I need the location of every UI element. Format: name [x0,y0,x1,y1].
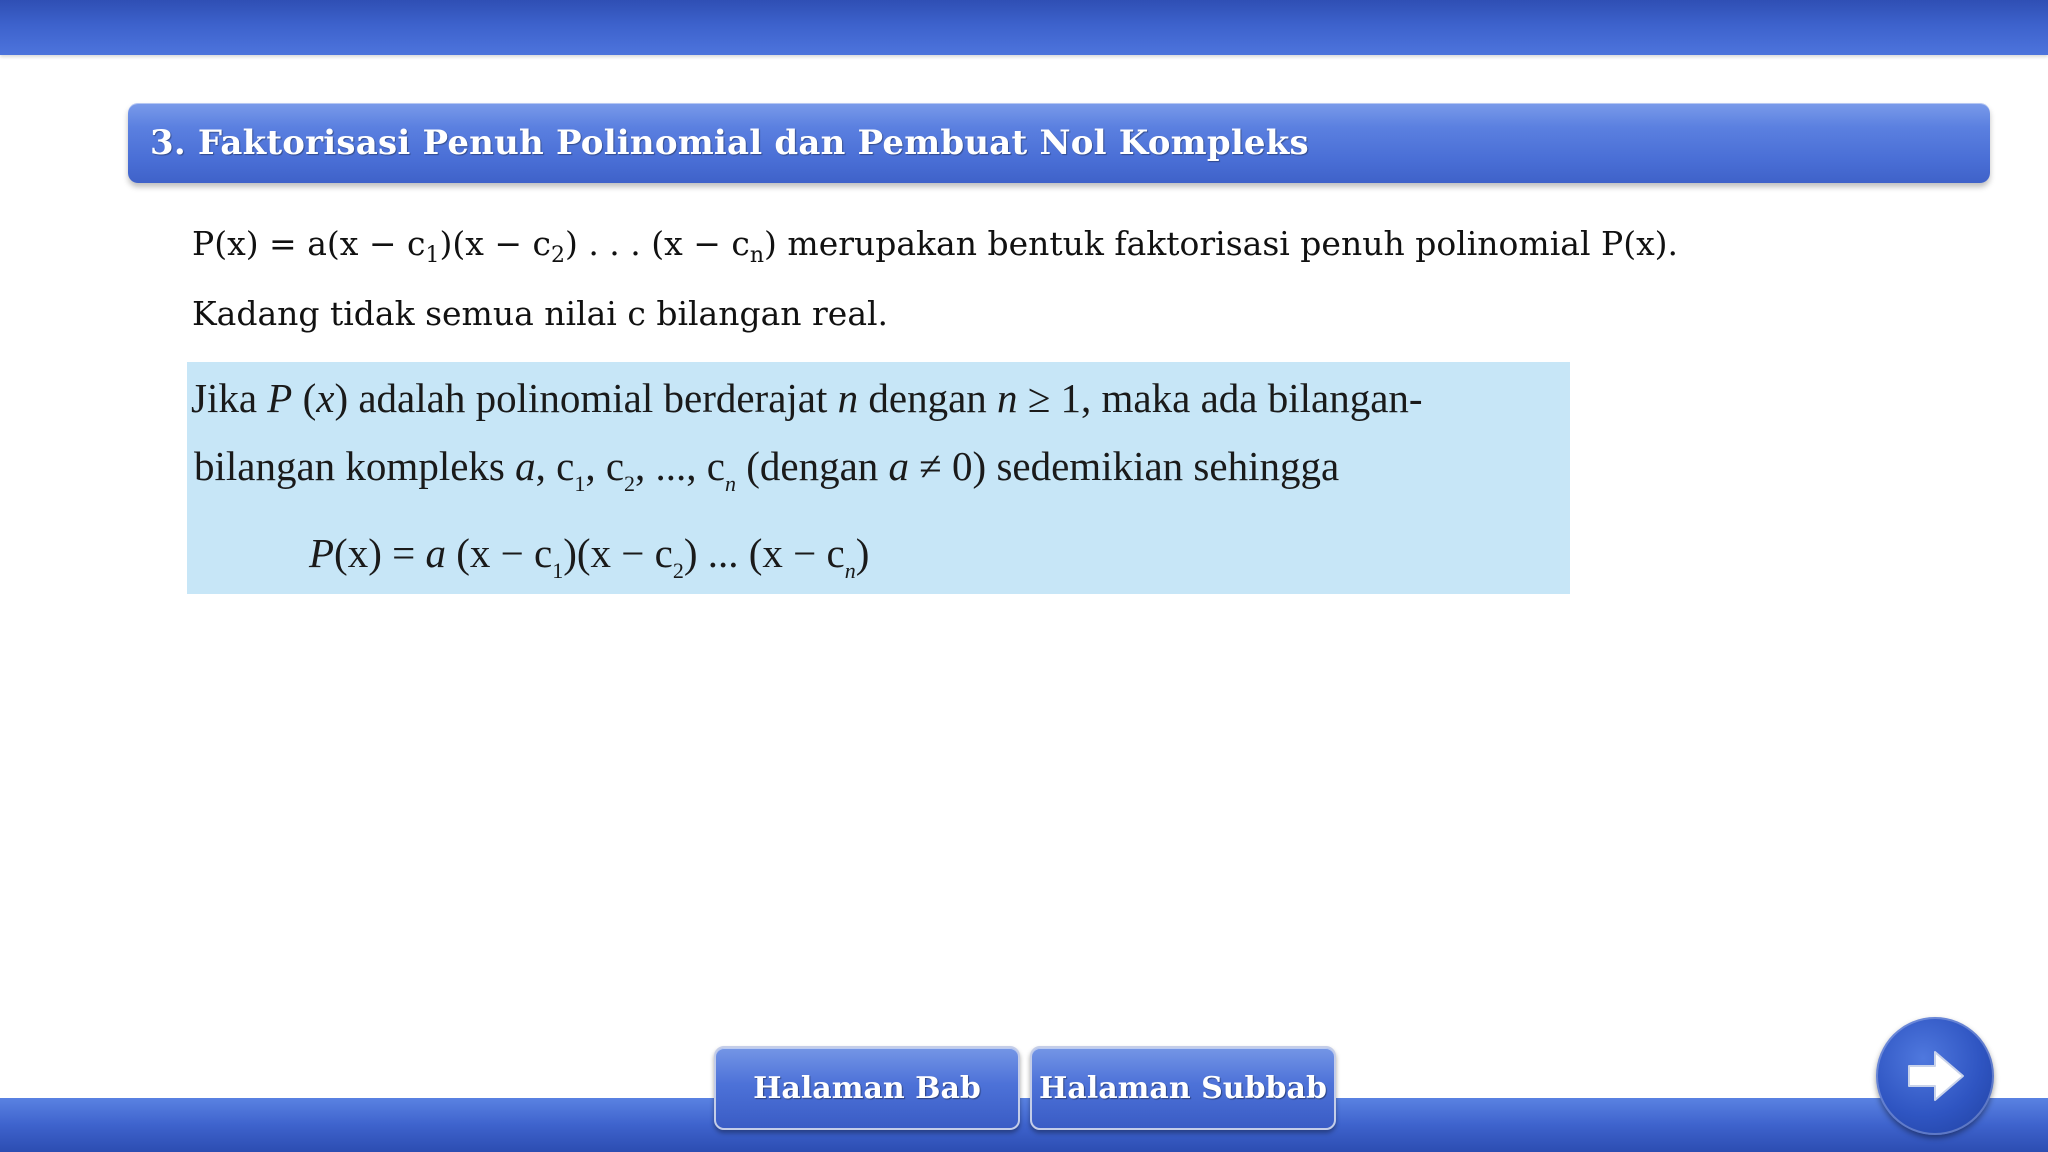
subscript: 1 [574,471,586,496]
text-segment: , c [585,443,625,489]
text-segment: , ..., c [635,443,725,489]
real-number-note: Kadang tidak semua nilai c bilangan real. [192,294,889,333]
text-segment: )(x − c [439,224,551,263]
math-var: a [888,443,910,489]
bottom-bar [0,1098,2048,1152]
math-var: n [837,375,859,421]
halaman-subbab-label: Halaman Subbab [1039,1070,1327,1106]
text-segment: ) . . . (x − c [564,224,750,263]
subscript: 1 [552,558,564,583]
text-segment: (dengan [735,443,889,489]
math-var: a [515,443,536,489]
text-segment: ( [292,375,317,421]
halaman-bab-label: Halaman Bab [753,1070,981,1106]
factorization-statement [192,224,1679,268]
text-segment: ≠ 0) sedemikian sehingga [909,443,1340,489]
text-segment: ) [855,530,870,576]
text-segment: dengan [858,375,998,421]
arrow-right-icon [1903,1044,1967,1108]
text-segment: ) merupakan bentuk faktorisasi penuh polinomial P(x). [764,224,1679,263]
halaman-bab-button[interactable] [714,1046,1020,1130]
math-var: n [997,375,1018,421]
math-var: a [425,530,446,576]
text-segment: (x − c [445,530,553,576]
halaman-subbab-button[interactable] [1030,1046,1336,1130]
theorem-line-1 [191,374,1423,422]
text-segment: (x) = [334,530,426,576]
text-segment: , c [535,443,575,489]
subscript: 2 [672,558,684,583]
text-segment: Jika [191,375,268,421]
text-segment: ) adalah polinomial berderajat [334,375,838,421]
math-var: P [267,375,293,421]
math-var: P [309,530,335,576]
subscript: n [844,558,856,583]
text-segment: bilangan kompleks [194,443,516,489]
section-title: 3. Faktorisasi Penuh Polinomial dan Pembuat Nol Kompleks [150,123,1309,163]
subscript: n [749,243,765,268]
subscript: 2 [550,243,565,268]
text-segment: )(x − c [563,530,673,576]
theorem-formula [309,529,870,583]
math-var: x [316,375,335,421]
subscript: 1 [425,243,440,268]
next-page-button[interactable] [1876,1017,1994,1135]
top-bar [0,0,2048,55]
text-segment: ≥ 1, maka ada bilangan- [1017,375,1423,421]
text-segment: ) ... (x − c [683,530,845,576]
theorem-box [187,362,1570,594]
section-header [128,103,1990,183]
text-segment: P(x) = a(x − c [192,224,426,263]
subscript: n [724,471,736,496]
theorem-line-2 [194,442,1340,496]
subscript: 2 [624,471,636,496]
